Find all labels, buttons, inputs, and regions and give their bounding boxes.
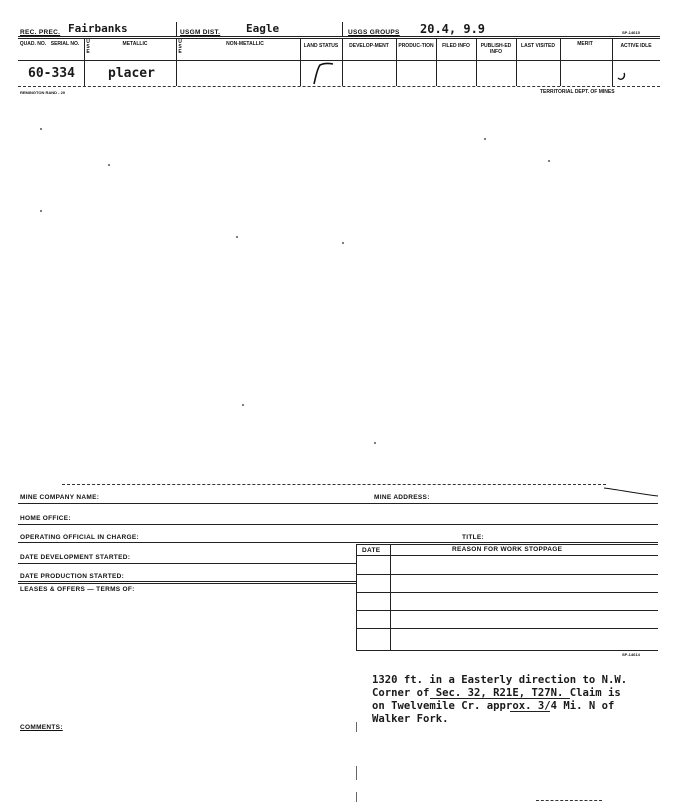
mine-address-label: MINE ADDRESS:: [374, 494, 430, 501]
usgm-dist-value: Eagle: [246, 22, 280, 35]
rule: [356, 592, 658, 593]
rule: [390, 544, 391, 650]
col-active-idle: ACTIVE IDLE: [620, 43, 652, 49]
quad-serial-value: 60-334: [28, 66, 75, 81]
col-quad: QUAD. NO.: [19, 41, 47, 47]
note-line: on Twelvemile Cr. approx. 3/4 Mi. N of: [372, 700, 615, 712]
scan-speck: [40, 210, 42, 212]
col-filed-info: FILED INFO: [442, 43, 470, 49]
tear-line: [62, 484, 606, 485]
rule: [356, 722, 357, 732]
tear-line: [18, 86, 660, 87]
metallic-value: placer: [108, 66, 155, 81]
col-use: U S E: [86, 39, 90, 55]
operating-official-label: OPERATING OFFICIAL IN CHARGE:: [20, 534, 139, 541]
tear-line: [536, 800, 602, 801]
form-number: SP-14615: [622, 30, 640, 35]
rec-prec-value: Fairbanks: [68, 22, 128, 35]
rule: [356, 610, 658, 611]
rule: [18, 583, 356, 584]
rule: [356, 628, 658, 629]
active-idle-mark: [614, 64, 644, 84]
land-status-mark: [306, 60, 336, 86]
title-label: TITLE:: [462, 534, 485, 541]
rule: [356, 544, 357, 650]
rule: [356, 792, 357, 802]
rule: [18, 524, 658, 525]
leases-label: LEASES & OFFERS — TERMS OF:: [20, 586, 135, 593]
col-nonmetallic: NON-METALLIC: [226, 41, 264, 47]
scan-speck: [40, 128, 42, 130]
rule: [18, 38, 660, 39]
rule: [18, 542, 658, 543]
rule: [342, 22, 343, 37]
scan-speck: [342, 242, 344, 244]
col-published-info: PUBLISH-ED INFO: [480, 43, 512, 55]
note-underline: [510, 711, 550, 712]
reason-column-header: REASON FOR WORK STOPPAGE: [452, 546, 563, 553]
note-underline: [430, 698, 570, 699]
col-serial: SERIAL NO.: [50, 41, 80, 47]
mine-company-label: MINE COMPANY NAME:: [20, 494, 100, 501]
scan-speck: [108, 164, 110, 166]
comments-label: COMMENTS:: [20, 724, 63, 731]
scan-speck: [236, 236, 238, 238]
rec-prec-label: REC. PREC.: [20, 29, 61, 36]
col-use-2: U S E: [178, 39, 182, 55]
rule: [18, 563, 356, 564]
date-column-header: DATE: [362, 547, 381, 554]
scan-speck: [484, 138, 486, 140]
note-line: 1320 ft. in a Easterly direction to N.W.: [372, 674, 628, 686]
rule: [356, 766, 357, 780]
footer-right: TERRITORIAL DEPT. OF MINES: [540, 89, 615, 95]
usgs-value: 20.4, 9.9: [420, 22, 486, 36]
home-office-label: HOME OFFICE:: [20, 515, 71, 522]
rule: [176, 22, 177, 37]
note-line: Corner of Sec. 32, R21E, T27N. Claim is: [372, 687, 621, 699]
col-last-visited: LAST VISITED: [521, 43, 555, 49]
col-metallic: METALLIC: [122, 41, 148, 47]
date-production-label: DATE PRODUCTION STARTED:: [20, 573, 125, 580]
form-number-2: SP-14614: [622, 652, 640, 657]
rule: [18, 60, 660, 61]
date-development-label: DATE DEVELOPMENT STARTED:: [20, 554, 131, 561]
col-development: DEVELOP-MENT: [349, 43, 389, 49]
usgs-label: USGS GROUPS: [348, 29, 400, 36]
rule: [356, 574, 658, 575]
col-land-status: LAND STATUS: [303, 43, 339, 49]
col-production: PRODUC-TION: [398, 43, 434, 49]
location-note: [372, 674, 627, 726]
rule: [356, 544, 658, 545]
usgm-dist-label: USGM DIST.: [180, 29, 221, 36]
rule: [18, 503, 658, 504]
col-merit: MERIT: [577, 41, 593, 47]
rule: [18, 36, 660, 37]
rule: [356, 650, 658, 651]
rule: [18, 581, 356, 582]
scan-speck: [242, 404, 244, 406]
corner-stroke: [600, 484, 660, 498]
scan-speck: [548, 160, 550, 162]
footer-left: REMINGTON RAND - 20: [20, 90, 66, 95]
rule: [356, 555, 658, 556]
note-line: Walker Fork.: [372, 713, 449, 725]
scan-speck: [374, 442, 376, 444]
